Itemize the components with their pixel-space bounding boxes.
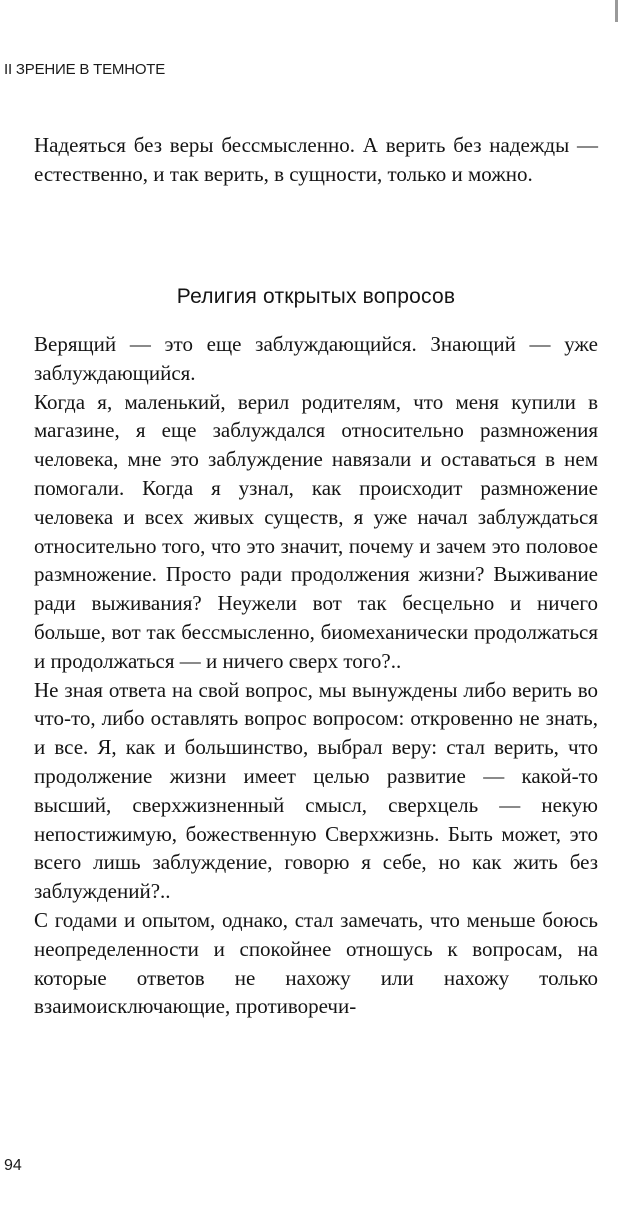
paragraph: Верящий — это еще заблуждающийся. Знающий — уже заблуждающийся.	[34, 332, 598, 385]
epigraph: Надеяться без веры бессмысленно. А верить без надежды — естественно, и так верить, в сущности, только и можно.	[34, 133, 598, 186]
running-head: II ЗРЕНИЕ В ТЕМНОТЕ	[4, 61, 166, 78]
paragraph: С годами и опытом, однако, стал замечать, что меньше боюсь неопределенности и спокойнее отношусь к вопросам, на которые ответов не нахожу или нахожу только взаимоисключающие, противоречи-	[34, 907, 598, 1019]
section-title: Религия открытых вопросов	[176, 285, 456, 308]
page-edge-mark	[615, 0, 618, 22]
page-number: 94	[4, 1157, 22, 1174]
paragraph: Когда я, маленький, верил родителям, что меня купили в магазине, я еще заблуждался относительно размножения человека, мне это заблуждение навязали и оставаться в нем помогали. Когда я узнал, как происходит размножение человека и всех живых существ, я уже начал заблуждаться относительно того, что это значит, почему и зачем это половое размножение. Просто ради продолжения жизни? Выживание ради выживания? Неужели вот так бесцельно и ничего больше, вот так бессмысленно, биомеханически продолжаться и продолжаться — и ничего сверх того?..	[34, 389, 598, 673]
paragraph: Не зная ответа на свой вопрос, мы вынуждены либо верить во что-то, либо оставлять вопрос вопросом: откровенно не знать, и все. Я, как и большинство, выбрал веру: стал верить, что продолжение жизни имеет целью развитие — какой-то высший, сверхжизненный смысл, сверхцель — некую непостижимую, божественную Сверхжизнь. Быть может, это всего лишь заблуждение, говорю я себе, но как жить без заблуждений?..	[34, 677, 598, 904]
section-body	[34, 330, 598, 1021]
